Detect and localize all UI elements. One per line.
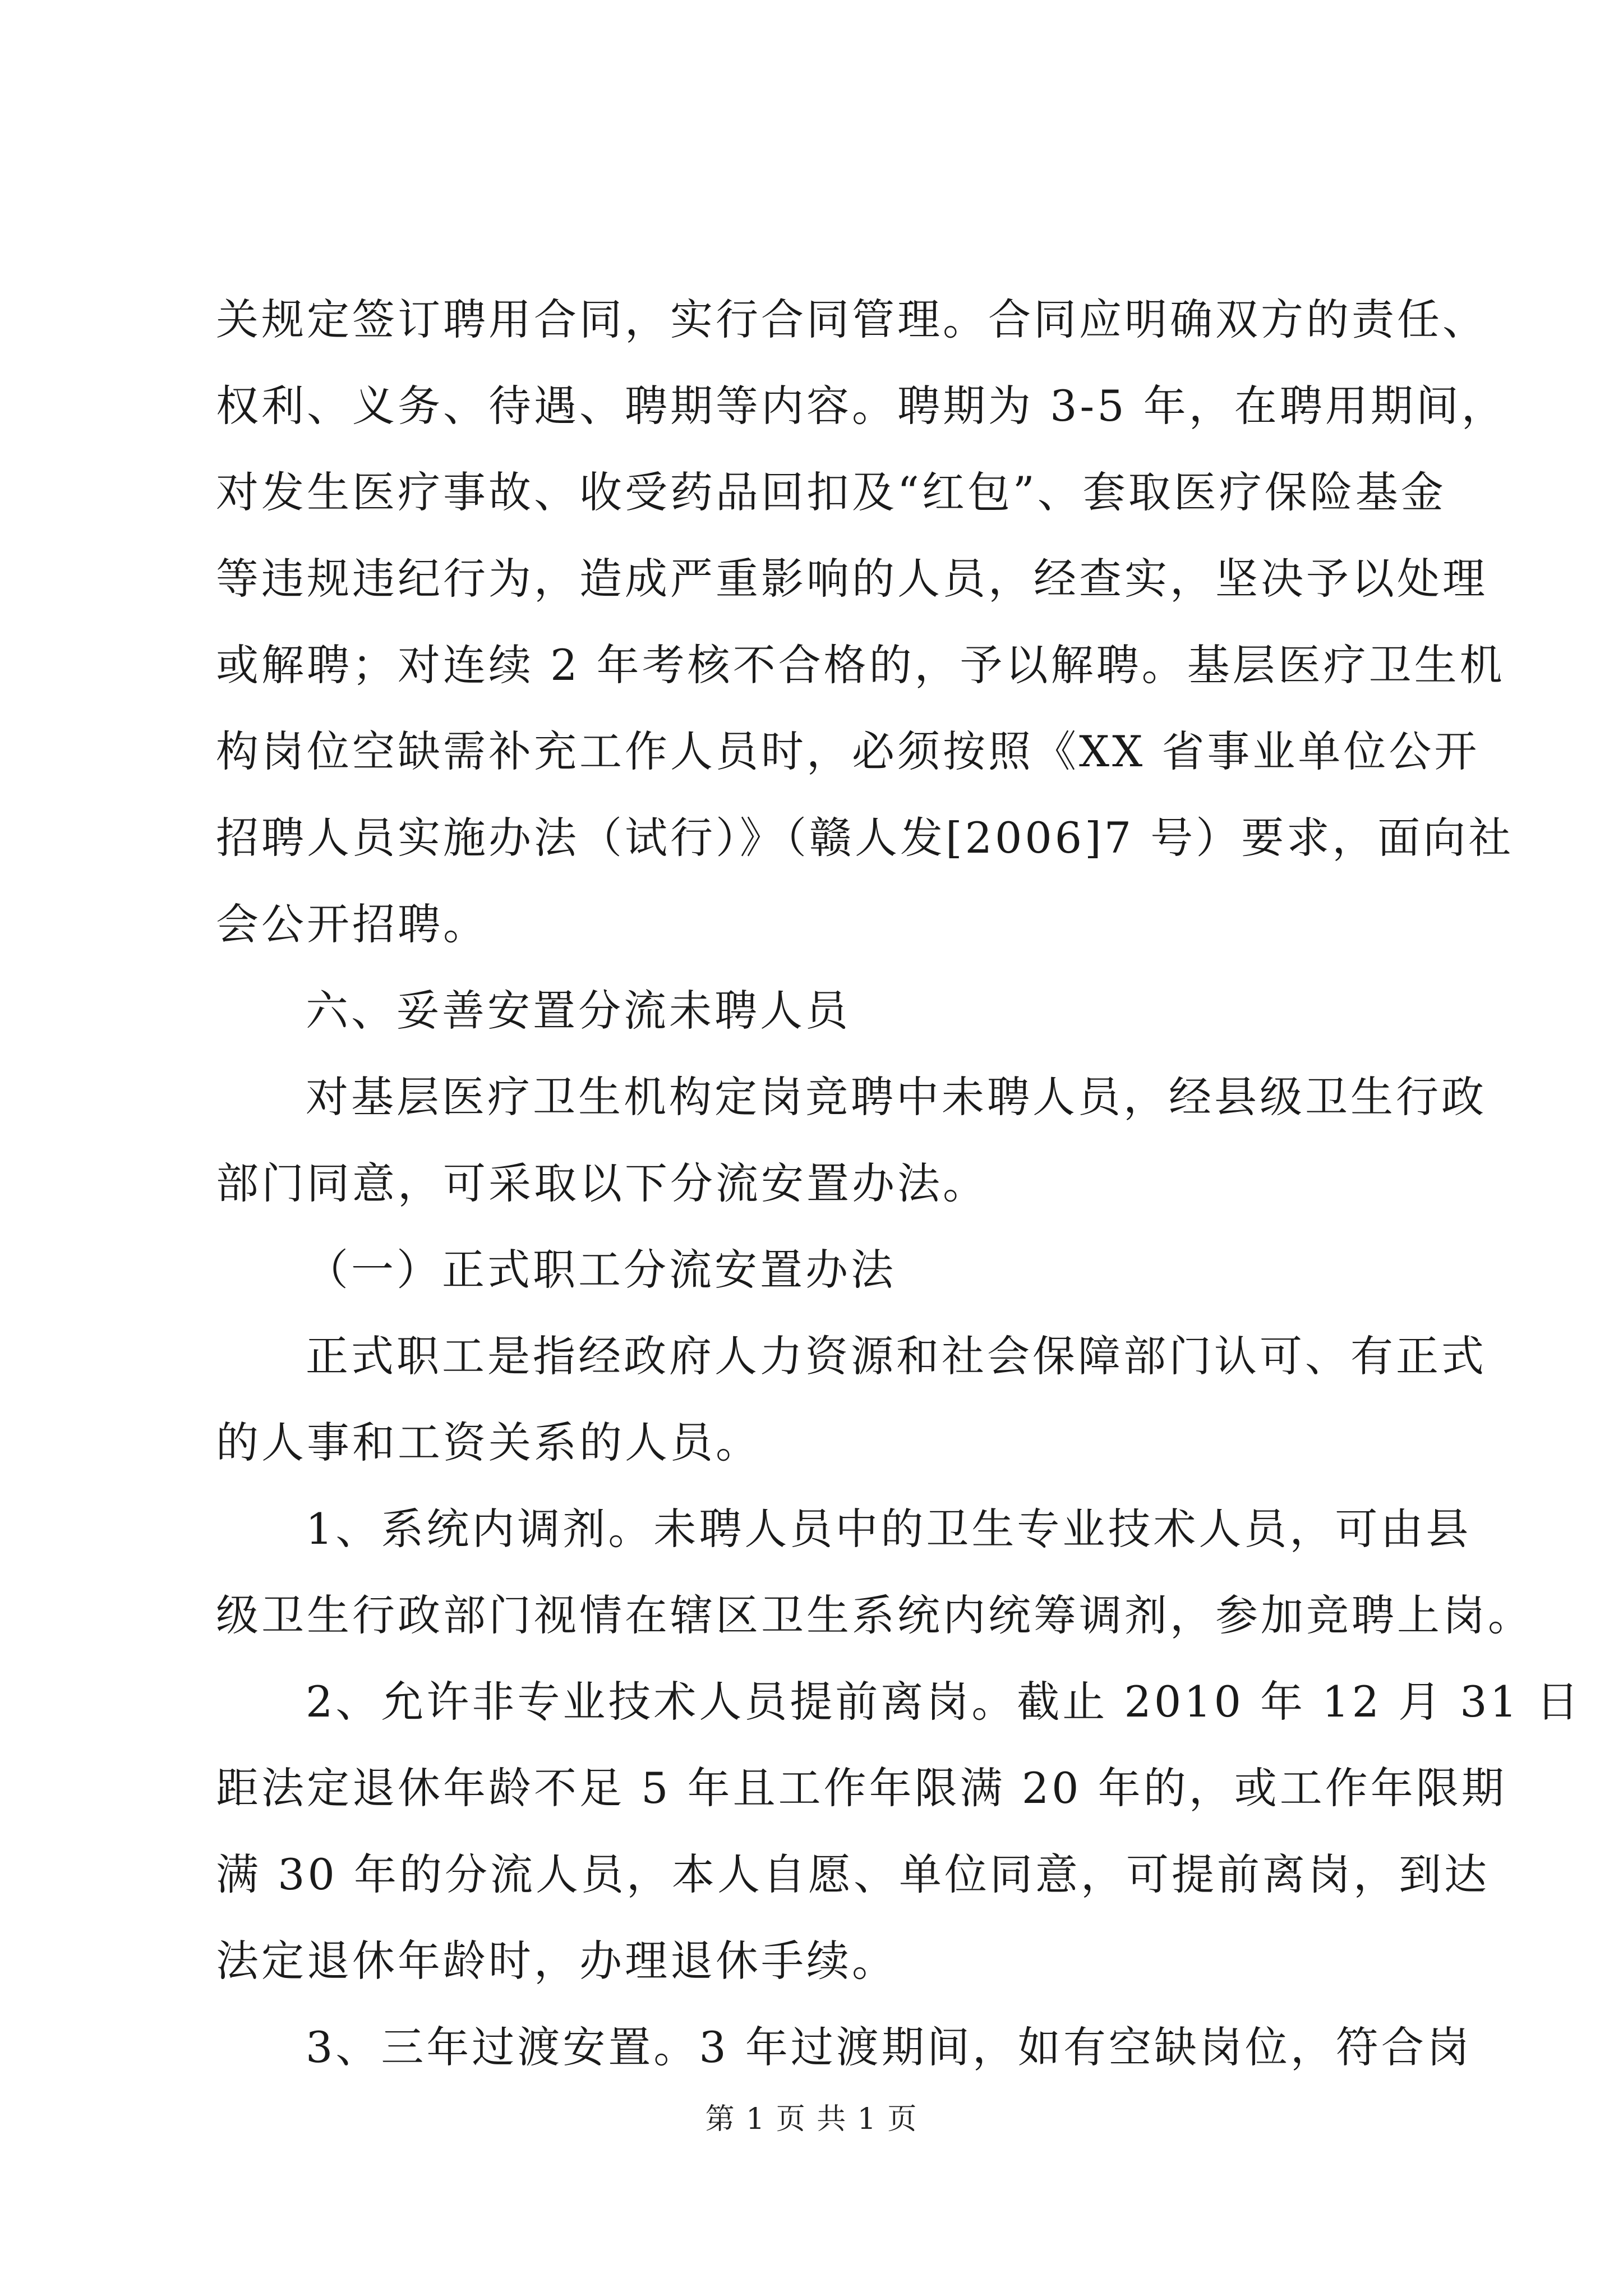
text-line: 正式职工是指经政府人力资源和社会保障部门认可、有正式 xyxy=(306,1331,1487,1381)
text-line: 部门同意，可采取以下分流安置办法。 xyxy=(216,1158,988,1208)
text-line: 的人事和工资关系的人员。 xyxy=(216,1418,761,1467)
text-line: 权利、义务、待遇、聘期等内容。聘期为 3-5 年，在聘用期间， xyxy=(216,381,1507,431)
text-line: 1、系统内调剂。未聘人员中的卫生专业技术人员，可由县 xyxy=(306,1504,1472,1554)
text-line: 会公开招聘。 xyxy=(216,899,488,949)
text-line: 距法定退休年龄不足 5 年且工作年限满 20 年的，或工作年限期 xyxy=(216,1763,1507,1813)
text-line: 3、三年过渡安置。3 年过渡期间，如有空缺岗位，符合岗 xyxy=(306,2022,1472,2072)
text-line: 等违规违纪行为，造成严重影响的人员，经查实，坚决予以处理 xyxy=(216,554,1488,604)
text-line: 关规定签订聘用合同，实行合同管理。合同应明确双方的责任、 xyxy=(216,295,1488,344)
text-line: 法定退休年龄时，办理退休手续。 xyxy=(216,1936,897,1986)
text-line: 招聘人员实施办法（试行）》（赣人发[2006]7 号）要求，面向社 xyxy=(216,813,1514,863)
text-line: 构岗位空缺需补充工作人员时，必须按照《XX 省事业单位公开 xyxy=(216,726,1480,776)
text-line: 对基层医疗卫生机构定岗竞聘中未聘人员，经县级卫生行政 xyxy=(306,1072,1487,1122)
page-number-footer: 第 1 页 共 1 页 xyxy=(705,2102,918,2136)
text-line: 对发生医疗事故、收受药品回扣及“红包”、套取医疗保险基金 xyxy=(216,467,1446,517)
text-line: 或解聘；对连续 2 年考核不合格的，予以解聘。基层医疗卫生机 xyxy=(216,640,1505,690)
text-line: 2、允许非专业技术人员提前离岗。截止 2010 年 12 月 31 日 xyxy=(306,1677,1582,1727)
document-body xyxy=(216,289,1582,2078)
subsection-heading: （一）正式职工分流安置办法 xyxy=(306,1245,896,1295)
text-line: 满 30 年的分流人员，本人自愿、单位同意，可提前离岗，到达 xyxy=(216,1849,1490,1899)
text-line: 级卫生行政部门视情在辖区卫生系统内统筹调剂，参加竞聘上岗。 xyxy=(216,1590,1533,1640)
section-heading: 六、妥善安置分流未聘人员 xyxy=(306,986,851,1036)
